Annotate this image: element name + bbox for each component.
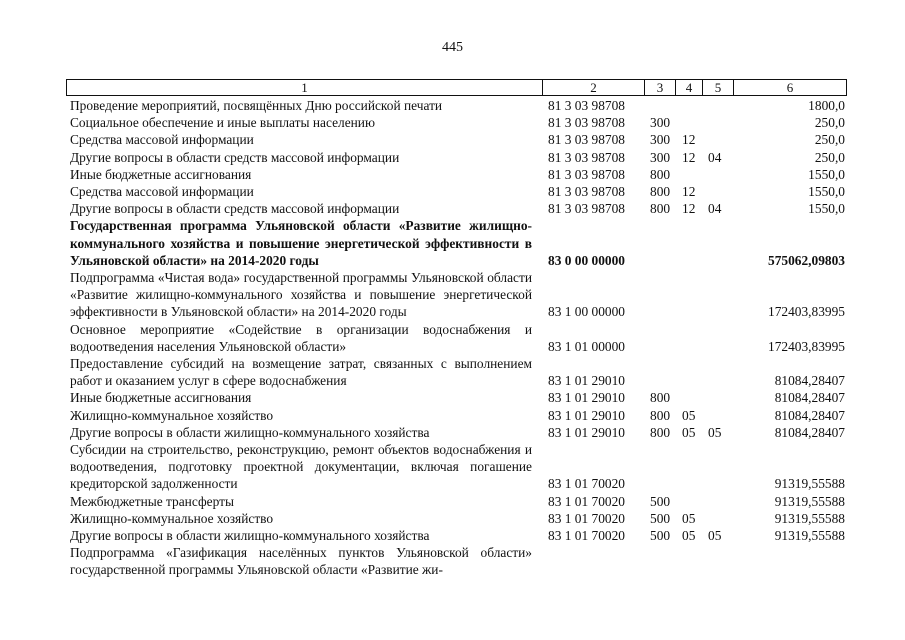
row-subsection: 05	[708, 528, 722, 544]
row-description: Межбюджетные трансферты	[70, 493, 234, 509]
row-amount: 1550,0	[808, 166, 845, 182]
row-section: 12	[682, 149, 696, 165]
row-expense-type: 500	[650, 528, 671, 544]
table-row	[70, 493, 845, 510]
row-code: 81 3 03 98708	[548, 149, 625, 165]
row-description: Иные бюджетные ассигнования	[70, 166, 252, 182]
table-row	[70, 269, 845, 321]
table-body	[70, 97, 845, 579]
table-row	[70, 183, 845, 200]
row-expense-type: 500	[650, 493, 671, 509]
row-description: Субсидии на строительство, реконструкцию, ремонт объектов водоснабжения и водоотведения, подготовку проектной документации, включая погашение кредиторской задолженности	[70, 442, 532, 492]
header-col-5: 5	[703, 80, 734, 95]
row-code: 83 1 01 70020	[548, 493, 625, 509]
header-col-2: 2	[543, 80, 645, 95]
header-col-6: 6	[786, 80, 794, 95]
row-description: Средства массовой информации	[70, 132, 254, 148]
row-amount: 91319,55588	[774, 510, 845, 526]
row-description: Социальное обеспечение и иные выплаты населению	[70, 115, 375, 131]
row-code: 83 1 01 70020	[548, 528, 625, 544]
row-code: 81 3 03 98708	[548, 115, 625, 131]
row-section: 12	[682, 201, 696, 217]
row-code: 83 1 01 70020	[548, 510, 625, 526]
table-row	[70, 355, 845, 389]
row-code: 83 1 01 00000	[548, 338, 625, 354]
row-description: Жилищно-коммунальное хозяйство	[70, 407, 274, 423]
table-row	[70, 131, 845, 148]
row-code: 83 1 01 70020	[548, 476, 625, 492]
table-row	[70, 510, 845, 527]
row-amount: 250,0	[814, 132, 845, 148]
row-description: Проведение мероприятий, посвящённых Дню российской печати	[70, 98, 443, 113]
row-amount: 81084,28407	[774, 407, 845, 423]
row-code: 83 0 00 00000	[548, 252, 625, 268]
table-row	[70, 527, 845, 544]
table-row	[70, 149, 845, 166]
row-description: Основное мероприятие «Содействие в организации водоснабжения и водоотведения населения Ульяновской области»	[70, 321, 532, 354]
row-expense-type: 500	[650, 510, 671, 526]
row-amount: 1800,0	[808, 98, 845, 113]
row-description: Предоставление субсидий на возмещение затрат, связанных с выполнением работ и оказанием услуг в сфере водоснабжения	[70, 356, 532, 389]
row-section: 05	[682, 407, 696, 423]
row-expense-type: 300	[650, 149, 671, 165]
row-code: 83 1 01 29010	[548, 407, 625, 423]
header-col-3: 3	[645, 80, 676, 95]
row-expense-type: 800	[650, 424, 671, 440]
table-row	[70, 407, 845, 424]
row-code: 83 1 01 29010	[548, 424, 625, 440]
table-row	[70, 97, 845, 114]
row-description: Другие вопросы в области жилищно-коммунального хозяйства	[70, 424, 430, 440]
row-section: 12	[682, 132, 696, 148]
row-amount: 250,0	[814, 149, 845, 165]
row-code: 81 3 03 98708	[548, 201, 625, 217]
row-amount: 250,0	[814, 115, 845, 131]
table-row	[70, 544, 845, 578]
row-amount: 81084,28407	[774, 424, 845, 440]
row-amount: 91319,55588	[774, 476, 845, 492]
row-subsection: 05	[708, 424, 722, 440]
table-row	[70, 424, 845, 441]
table-row	[70, 389, 845, 406]
table-row	[70, 441, 845, 493]
row-expense-type: 300	[650, 115, 671, 131]
row-description: Подпрограмма «Газификация населённых пунктов Ульяновской области» государственной программы Ульяновской области «Развитие жи-	[70, 545, 532, 578]
row-code: 81 3 03 98708	[548, 98, 625, 113]
row-description: Другие вопросы в области средств массовой информации	[70, 201, 400, 217]
row-expense-type: 300	[650, 132, 671, 148]
page-number: 445	[442, 40, 463, 55]
table-row	[70, 217, 845, 269]
row-subsection: 04	[708, 149, 722, 165]
row-expense-type: 800	[650, 201, 671, 217]
row-description: Иные бюджетные ассигнования	[70, 390, 252, 406]
row-amount: 172403,83995	[768, 304, 845, 320]
table-row	[70, 200, 845, 217]
row-amount: 1550,0	[808, 201, 845, 217]
row-section: 05	[682, 528, 696, 544]
row-section: 05	[682, 510, 696, 526]
header-col-4: 4	[676, 80, 703, 95]
row-description: Государственная программа Ульяновской области «Развитие жилищно-коммунального хозяйства и повышение энергетической эффективности в Ульяновской области» на 2014-2020 годы	[70, 218, 532, 268]
row-code: 81 3 03 98708	[548, 132, 625, 148]
row-amount: 91319,55588	[774, 528, 845, 544]
row-code: 81 3 03 98708	[548, 184, 625, 200]
row-expense-type: 800	[650, 166, 671, 182]
row-expense-type: 800	[650, 390, 671, 406]
header-col-1: 1	[67, 80, 543, 95]
table-header	[66, 79, 847, 96]
row-description: Жилищно-коммунальное хозяйство	[70, 510, 274, 526]
table-row	[70, 321, 845, 355]
row-description: Подпрограмма «Чистая вода» государственной программы Ульяновской области «Развитие жилищно-коммунального хозяйства и повышение энергетической эффективности в Ульяновской области» на 2014-2020 годы	[70, 270, 532, 320]
row-section: 12	[682, 184, 696, 200]
row-amount: 91319,55588	[774, 493, 845, 509]
row-description: Другие вопросы в области жилищно-коммунального хозяйства	[70, 528, 430, 544]
row-code: 83 1 01 29010	[548, 373, 625, 389]
row-code: 83 1 00 00000	[548, 304, 625, 320]
row-expense-type: 800	[650, 184, 671, 200]
row-amount: 81084,28407	[774, 390, 845, 406]
row-amount: 575062,09803	[768, 252, 845, 268]
row-expense-type: 800	[650, 407, 671, 423]
table-row	[70, 114, 845, 131]
row-description: Другие вопросы в области средств массовой информации	[70, 149, 400, 165]
row-section: 05	[682, 424, 696, 440]
row-code: 81 3 03 98708	[548, 166, 625, 182]
table-row	[70, 166, 845, 183]
row-subsection: 04	[708, 201, 722, 217]
row-amount: 1550,0	[808, 184, 845, 200]
row-amount: 172403,83995	[768, 338, 845, 354]
row-code: 83 1 01 29010	[548, 390, 625, 406]
row-amount: 81084,28407	[774, 373, 845, 389]
row-description: Средства массовой информации	[70, 184, 254, 200]
